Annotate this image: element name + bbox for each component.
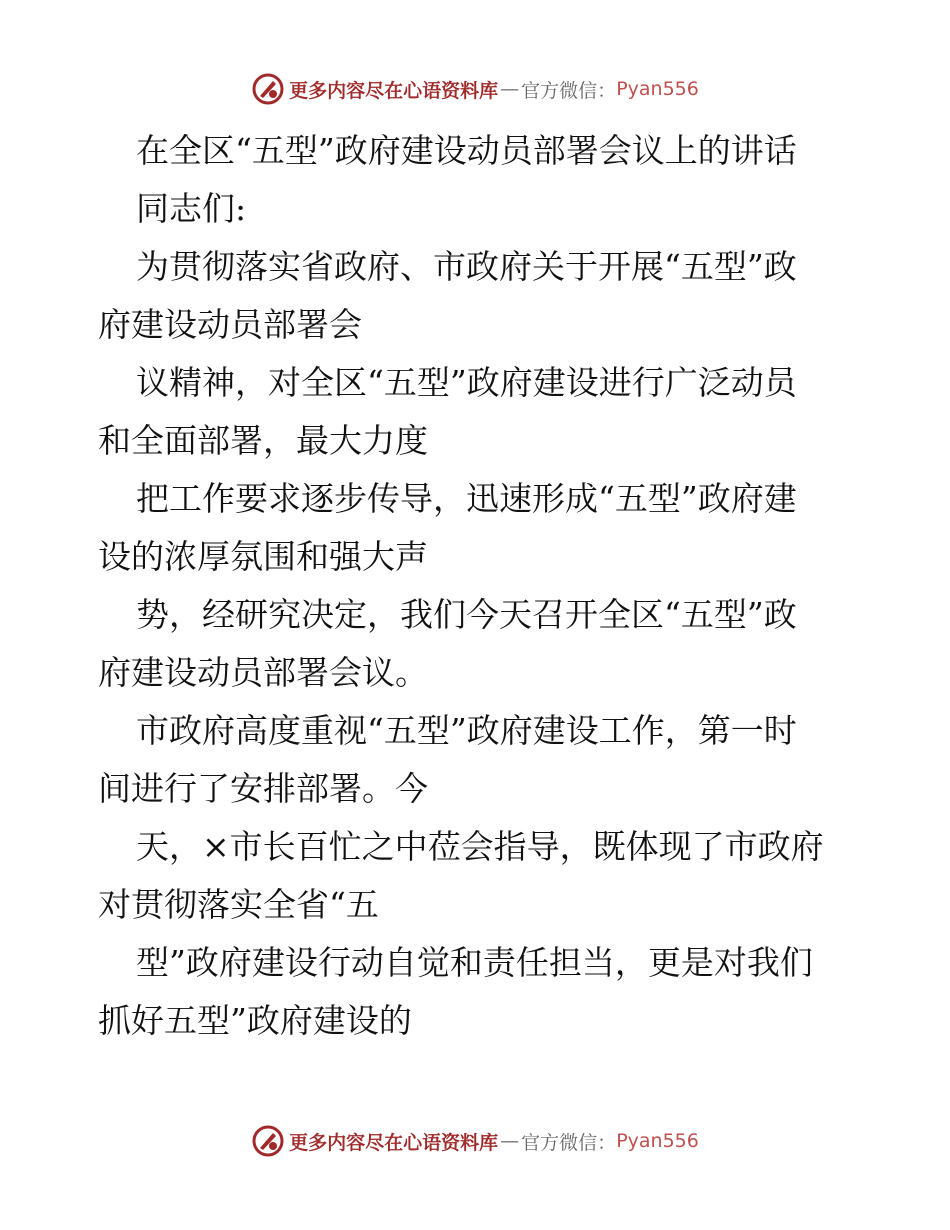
doc-line: 间进行了安排部署。今 (98, 769, 428, 808)
watermark-wechat-id: Pyan556 (616, 1130, 699, 1152)
watermark-wechat-label: 官方微信： (521, 79, 617, 102)
doc-line: 对贯彻落实全省“五 (98, 885, 379, 924)
doc-line: 议精神，对全区“五型”政府建设进行广泛动员 (136, 363, 797, 402)
watermark-separator: — (500, 1130, 520, 1152)
doc-line: 型”政府建设行动自觉和责任担当，更是对我们 (136, 943, 813, 982)
header-watermark (0, 72, 950, 106)
doc-line: 府建设动员部署会议。 (98, 653, 428, 692)
doc-line: 天，×市长百忙之中莅会指导，既体现了市政府 (136, 827, 824, 866)
watermark-wechat-id: Pyan556 (616, 78, 699, 100)
doc-line: 抓好五型”政府建设的 (98, 1001, 412, 1040)
doc-salutation: 同志们: (136, 189, 247, 228)
doc-line: 设的浓厚氛围和强大声 (98, 537, 428, 576)
brand-logo-icon (251, 1124, 285, 1158)
watermark-separator: — (500, 78, 520, 100)
watermark-text: 更多内容尽在心语资料库 (289, 1131, 499, 1154)
doc-line: 为贯彻落实省政府、市政府关于开展“五型”政 (136, 247, 797, 286)
doc-line: 势，经研究决定，我们今天召开全区“五型”政 (136, 595, 797, 634)
footer-watermark (0, 1124, 950, 1158)
brand-logo-icon (251, 72, 285, 106)
doc-title: 在全区“五型”政府建设动员部署会议上的讲话 (136, 131, 797, 170)
watermark-wechat-label: 官方微信： (521, 1131, 617, 1154)
doc-line: 和全面部署，最大力度 (98, 421, 428, 460)
doc-line: 市政府高度重视“五型”政府建设工作，第一时 (136, 711, 797, 750)
document-body (98, 122, 858, 1050)
watermark-text: 更多内容尽在心语资料库 (289, 79, 499, 102)
doc-line: 把工作要求逐步传导，迅速形成“五型”政府建 (136, 479, 797, 518)
doc-line: 府建设动员部署会 (98, 305, 362, 344)
